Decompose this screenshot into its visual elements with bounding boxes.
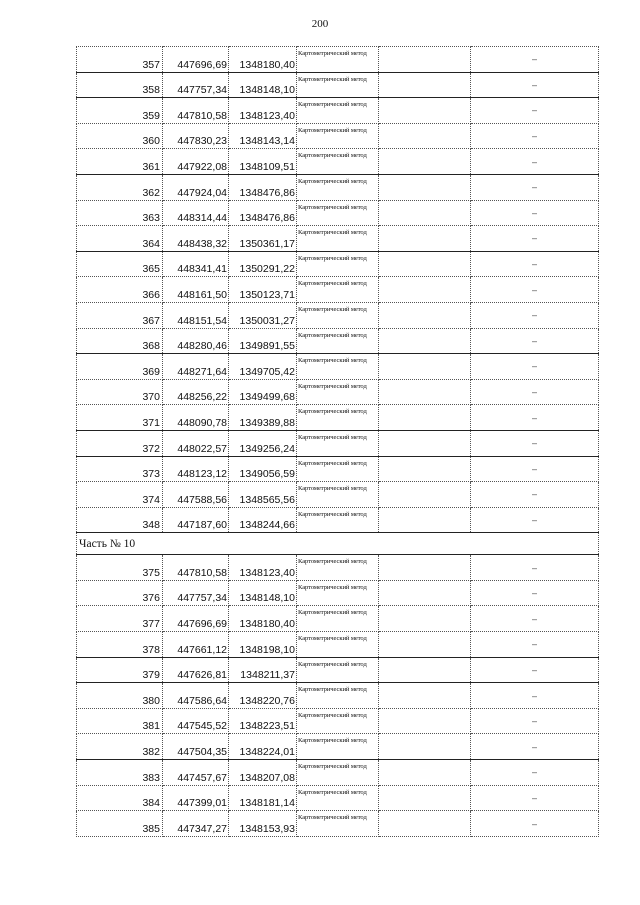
x-coordinate-cell: 447810,58 xyxy=(163,555,229,581)
y-coordinate-cell: 1349499,68 xyxy=(229,379,297,405)
table-row xyxy=(77,405,599,431)
point-number-cell: 369 xyxy=(77,354,163,380)
method-cell: Картометрический метод xyxy=(297,328,379,354)
method-cell: Картометрический метод xyxy=(297,606,379,632)
method-cell: Картометрический метод xyxy=(297,174,379,200)
x-coordinate-cell: 447696,69 xyxy=(163,606,229,632)
y-coordinate-cell: 1348143,14 xyxy=(229,123,297,149)
precision-dash-cell: – xyxy=(471,277,599,303)
part-label: Часть № 10 xyxy=(77,533,599,555)
empty-cell xyxy=(379,632,471,658)
method-cell: Картометрический метод xyxy=(297,734,379,760)
precision-dash-cell: – xyxy=(471,47,599,73)
y-coordinate-cell: 1348476,86 xyxy=(229,174,297,200)
point-number-cell: 360 xyxy=(77,123,163,149)
empty-cell xyxy=(379,200,471,226)
empty-cell xyxy=(379,507,471,533)
empty-cell xyxy=(379,760,471,786)
x-coordinate-cell: 447924,04 xyxy=(163,174,229,200)
precision-dash-cell: – xyxy=(471,200,599,226)
x-coordinate-cell: 447922,08 xyxy=(163,149,229,175)
precision-dash-cell: – xyxy=(471,302,599,328)
precision-dash-cell: – xyxy=(471,507,599,533)
point-number-cell: 370 xyxy=(77,379,163,405)
table-row xyxy=(77,555,599,581)
y-coordinate-cell: 1348211,37 xyxy=(229,657,297,683)
point-number-cell: 357 xyxy=(77,47,163,73)
y-coordinate-cell: 1350291,22 xyxy=(229,251,297,277)
table-row xyxy=(77,580,599,606)
x-coordinate-cell: 447187,60 xyxy=(163,507,229,533)
method-cell: Картометрический метод xyxy=(297,354,379,380)
x-coordinate-cell: 447457,67 xyxy=(163,760,229,786)
empty-cell xyxy=(379,683,471,709)
point-number-cell: 376 xyxy=(77,580,163,606)
point-number-cell: 380 xyxy=(77,683,163,709)
y-coordinate-cell: 1348148,10 xyxy=(229,72,297,98)
x-coordinate-cell: 448271,64 xyxy=(163,354,229,380)
x-coordinate-cell: 447626,81 xyxy=(163,657,229,683)
method-cell: Картометрический метод xyxy=(297,657,379,683)
table-row xyxy=(77,606,599,632)
precision-dash-cell: – xyxy=(471,123,599,149)
empty-cell xyxy=(379,379,471,405)
y-coordinate-cell: 1348223,51 xyxy=(229,708,297,734)
point-number-cell: 362 xyxy=(77,174,163,200)
table-row xyxy=(77,302,599,328)
precision-dash-cell: – xyxy=(471,580,599,606)
precision-dash-cell: – xyxy=(471,734,599,760)
method-cell: Картометрический метод xyxy=(297,430,379,456)
precision-dash-cell: – xyxy=(471,708,599,734)
x-coordinate-cell: 447757,34 xyxy=(163,580,229,606)
empty-cell xyxy=(379,785,471,811)
method-cell: Картометрический метод xyxy=(297,632,379,658)
method-cell: Картометрический метод xyxy=(297,507,379,533)
x-coordinate-cell: 448123,12 xyxy=(163,456,229,482)
method-cell: Картометрический метод xyxy=(297,456,379,482)
table-row xyxy=(77,430,599,456)
precision-dash-cell: – xyxy=(471,606,599,632)
y-coordinate-cell: 1348109,51 xyxy=(229,149,297,175)
point-number-cell: 377 xyxy=(77,606,163,632)
table-row xyxy=(77,811,599,837)
precision-dash-cell: – xyxy=(471,785,599,811)
y-coordinate-cell: 1348476,86 xyxy=(229,200,297,226)
precision-dash-cell: – xyxy=(471,98,599,124)
point-number-cell: 384 xyxy=(77,785,163,811)
x-coordinate-cell: 447696,69 xyxy=(163,47,229,73)
table-row xyxy=(77,683,599,709)
x-coordinate-cell: 448256,22 xyxy=(163,379,229,405)
x-coordinate-cell: 448438,32 xyxy=(163,226,229,252)
part-section xyxy=(77,533,599,555)
method-cell: Картометрический метод xyxy=(297,482,379,508)
method-cell: Картометрический метод xyxy=(297,580,379,606)
table-row xyxy=(77,507,599,533)
y-coordinate-cell: 1348207,08 xyxy=(229,760,297,786)
precision-dash-cell: – xyxy=(471,354,599,380)
x-coordinate-cell: 447399,01 xyxy=(163,785,229,811)
point-number-cell: 366 xyxy=(77,277,163,303)
method-cell: Картометрический метод xyxy=(297,405,379,431)
table-row xyxy=(77,379,599,405)
table-body-top xyxy=(77,47,599,533)
x-coordinate-cell: 448314,44 xyxy=(163,200,229,226)
y-coordinate-cell: 1349256,24 xyxy=(229,430,297,456)
empty-cell xyxy=(379,354,471,380)
method-cell: Картометрический метод xyxy=(297,98,379,124)
point-number-cell: 374 xyxy=(77,482,163,508)
empty-cell xyxy=(379,555,471,581)
table-row xyxy=(77,760,599,786)
y-coordinate-cell: 1348148,10 xyxy=(229,580,297,606)
x-coordinate-cell: 447504,35 xyxy=(163,734,229,760)
method-cell: Картометрический метод xyxy=(297,302,379,328)
empty-cell xyxy=(379,606,471,632)
x-coordinate-cell: 448341,41 xyxy=(163,251,229,277)
empty-cell xyxy=(379,328,471,354)
empty-cell xyxy=(379,430,471,456)
method-cell: Картометрический метод xyxy=(297,200,379,226)
table-row xyxy=(77,200,599,226)
x-coordinate-cell: 447830,23 xyxy=(163,123,229,149)
x-coordinate-cell: 448151,54 xyxy=(163,302,229,328)
point-number-cell: 365 xyxy=(77,251,163,277)
x-coordinate-cell: 448161,50 xyxy=(163,277,229,303)
empty-cell xyxy=(379,72,471,98)
point-number-cell: 348 xyxy=(77,507,163,533)
table-row xyxy=(77,174,599,200)
table-body-bottom xyxy=(77,555,599,837)
y-coordinate-cell: 1350361,17 xyxy=(229,226,297,252)
point-number-cell: 382 xyxy=(77,734,163,760)
table-row xyxy=(77,734,599,760)
precision-dash-cell: – xyxy=(471,226,599,252)
table-row xyxy=(77,632,599,658)
table-row xyxy=(77,98,599,124)
y-coordinate-cell: 1348198,10 xyxy=(229,632,297,658)
empty-cell xyxy=(379,149,471,175)
method-cell: Картометрический метод xyxy=(297,149,379,175)
y-coordinate-cell: 1348123,40 xyxy=(229,98,297,124)
precision-dash-cell: – xyxy=(471,482,599,508)
point-number-cell: 359 xyxy=(77,98,163,124)
empty-cell xyxy=(379,456,471,482)
point-number-cell: 372 xyxy=(77,430,163,456)
empty-cell xyxy=(379,734,471,760)
precision-dash-cell: – xyxy=(471,379,599,405)
x-coordinate-cell: 447757,34 xyxy=(163,72,229,98)
y-coordinate-cell: 1349056,59 xyxy=(229,456,297,482)
method-cell: Картометрический метод xyxy=(297,251,379,277)
table-row xyxy=(77,328,599,354)
table-row xyxy=(77,47,599,73)
point-number-cell: 383 xyxy=(77,760,163,786)
point-number-cell: 381 xyxy=(77,708,163,734)
x-coordinate-cell: 448022,57 xyxy=(163,430,229,456)
page-number: 200 xyxy=(311,18,329,30)
point-number-cell: 364 xyxy=(77,226,163,252)
point-number-cell: 371 xyxy=(77,405,163,431)
precision-dash-cell: – xyxy=(471,430,599,456)
point-number-cell: 368 xyxy=(77,328,163,354)
empty-cell xyxy=(379,580,471,606)
y-coordinate-cell: 1349389,88 xyxy=(229,405,297,431)
table-row xyxy=(77,785,599,811)
table-row xyxy=(77,456,599,482)
table-row xyxy=(77,482,599,508)
x-coordinate-cell: 447586,64 xyxy=(163,683,229,709)
precision-dash-cell: – xyxy=(471,72,599,98)
precision-dash-cell: – xyxy=(471,149,599,175)
empty-cell xyxy=(379,98,471,124)
empty-cell xyxy=(379,47,471,73)
method-cell: Картометрический метод xyxy=(297,47,379,73)
method-cell: Картометрический метод xyxy=(297,226,379,252)
empty-cell xyxy=(379,657,471,683)
method-cell: Картометрический метод xyxy=(297,683,379,709)
y-coordinate-cell: 1348181,14 xyxy=(229,785,297,811)
x-coordinate-cell: 447347,27 xyxy=(163,811,229,837)
y-coordinate-cell: 1348180,40 xyxy=(229,47,297,73)
point-number-cell: 379 xyxy=(77,657,163,683)
precision-dash-cell: – xyxy=(471,328,599,354)
table-row xyxy=(77,149,599,175)
method-cell: Картометрический метод xyxy=(297,123,379,149)
precision-dash-cell: – xyxy=(471,657,599,683)
table-row xyxy=(77,123,599,149)
precision-dash-cell: – xyxy=(471,456,599,482)
empty-cell xyxy=(379,226,471,252)
method-cell: Картометрический метод xyxy=(297,72,379,98)
x-coordinate-cell: 448090,78 xyxy=(163,405,229,431)
y-coordinate-cell: 1349891,55 xyxy=(229,328,297,354)
x-coordinate-cell: 447661,12 xyxy=(163,632,229,658)
method-cell: Картометрический метод xyxy=(297,555,379,581)
x-coordinate-cell: 447545,52 xyxy=(163,708,229,734)
precision-dash-cell: – xyxy=(471,174,599,200)
method-cell: Картометрический метод xyxy=(297,760,379,786)
point-number-cell: 358 xyxy=(77,72,163,98)
coordinates-table xyxy=(76,46,599,837)
y-coordinate-cell: 1348180,40 xyxy=(229,606,297,632)
empty-cell xyxy=(379,302,471,328)
point-number-cell: 367 xyxy=(77,302,163,328)
method-cell: Картометрический метод xyxy=(297,379,379,405)
method-cell: Картометрический метод xyxy=(297,785,379,811)
empty-cell xyxy=(379,174,471,200)
empty-cell xyxy=(379,811,471,837)
point-number-cell: 385 xyxy=(77,811,163,837)
empty-cell xyxy=(379,251,471,277)
y-coordinate-cell: 1350031,27 xyxy=(229,302,297,328)
x-coordinate-cell: 447588,56 xyxy=(163,482,229,508)
point-number-cell: 361 xyxy=(77,149,163,175)
empty-cell xyxy=(379,277,471,303)
y-coordinate-cell: 1348244,66 xyxy=(229,507,297,533)
x-coordinate-cell: 448280,46 xyxy=(163,328,229,354)
point-number-cell: 375 xyxy=(77,555,163,581)
point-number-cell: 363 xyxy=(77,200,163,226)
y-coordinate-cell: 1349705,42 xyxy=(229,354,297,380)
precision-dash-cell: – xyxy=(471,555,599,581)
y-coordinate-cell: 1348224,01 xyxy=(229,734,297,760)
point-number-cell: 373 xyxy=(77,456,163,482)
y-coordinate-cell: 1348123,40 xyxy=(229,555,297,581)
empty-cell xyxy=(379,708,471,734)
precision-dash-cell: – xyxy=(471,632,599,658)
point-number-cell: 378 xyxy=(77,632,163,658)
table-row xyxy=(77,251,599,277)
table-row xyxy=(77,354,599,380)
table-row xyxy=(77,708,599,734)
precision-dash-cell: – xyxy=(471,760,599,786)
table-row xyxy=(77,226,599,252)
empty-cell xyxy=(379,405,471,431)
precision-dash-cell: – xyxy=(471,683,599,709)
method-cell: Картометрический метод xyxy=(297,708,379,734)
table-row xyxy=(77,72,599,98)
empty-cell xyxy=(379,482,471,508)
precision-dash-cell: – xyxy=(471,811,599,837)
precision-dash-cell: – xyxy=(471,405,599,431)
method-cell: Картометрический метод xyxy=(297,811,379,837)
empty-cell xyxy=(379,123,471,149)
method-cell: Картометрический метод xyxy=(297,277,379,303)
y-coordinate-cell: 1350123,71 xyxy=(229,277,297,303)
y-coordinate-cell: 1348220,76 xyxy=(229,683,297,709)
table-row xyxy=(77,657,599,683)
precision-dash-cell: – xyxy=(471,251,599,277)
y-coordinate-cell: 1348565,56 xyxy=(229,482,297,508)
y-coordinate-cell: 1348153,93 xyxy=(229,811,297,837)
table-row xyxy=(77,277,599,303)
x-coordinate-cell: 447810,58 xyxy=(163,98,229,124)
part-heading-row xyxy=(77,533,599,555)
